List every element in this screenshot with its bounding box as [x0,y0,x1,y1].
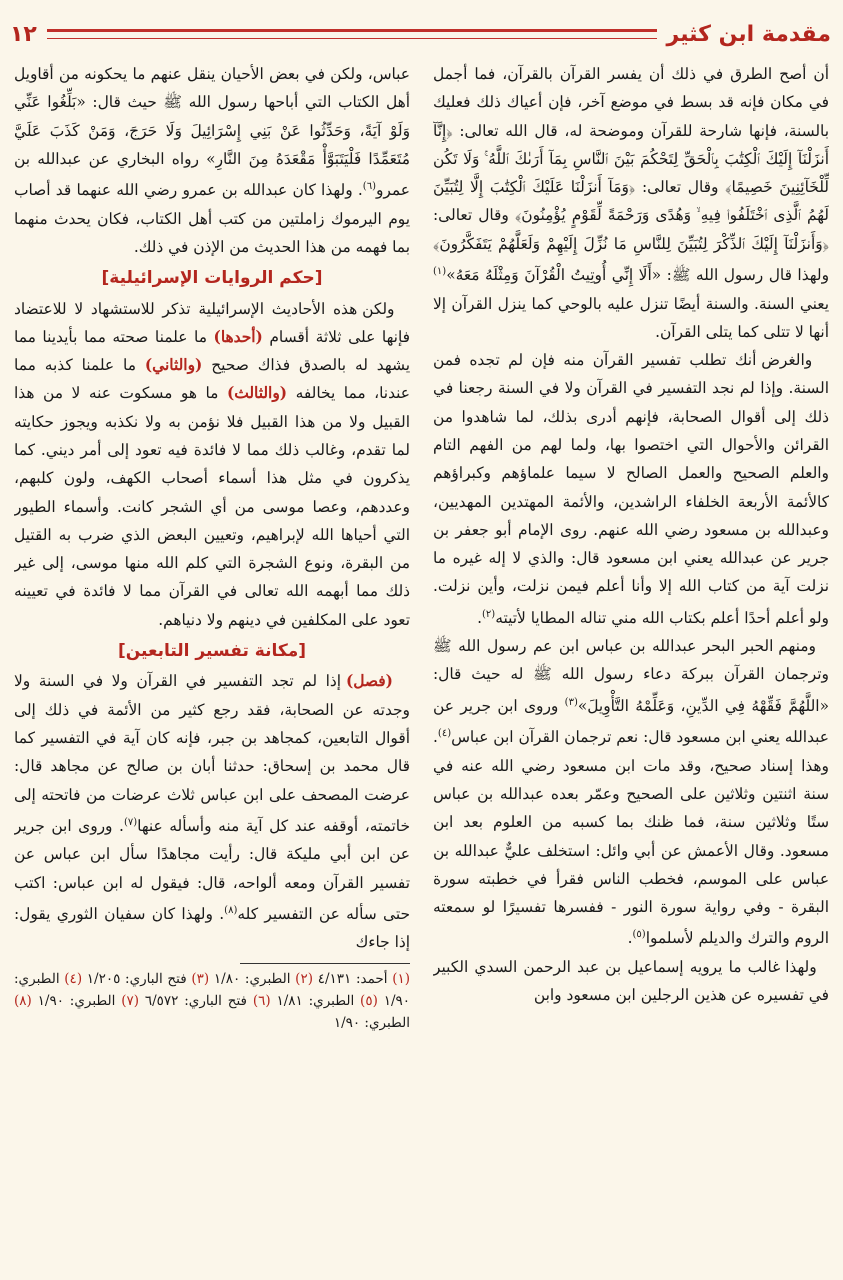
paragraph-text: ومنهم الحبر البحر عبدالله بن عباس ابن عم رسول الله ﷺ وترجمان القرآن ببركة دعاء رسول الله ﷺ له حيث قال: «اللَّهُمَّ فَقِّهْهُ فِي الدِّينِ، وَعَلِّمْهُ التَّأْوِيلَ» [433,637,829,715]
paragraph [14,667,410,956]
footnote-ref: (٥) [632,929,646,941]
footnote-text: الطبري: ١/٨٠ [209,970,296,987]
footnote-number: (٧) [121,992,140,1009]
footnote-number: (٢) [295,970,313,987]
footnote-rule [240,963,410,964]
footnote-number: (٦) [252,992,271,1009]
paragraph [14,60,410,261]
paragraph [14,295,410,635]
running-title: مقدمة ابن كثير [666,21,831,47]
page-number: ١٢ [10,21,37,47]
header-rule [47,29,657,39]
footnote-number: (٨) [14,992,32,1009]
section-heading: [حكم الروايات الإسرائيلية] [101,268,323,289]
footnote-ref: (٤) [437,728,452,740]
paragraph-text: يعني السنة. والسنة أيضًا تنزل عليه بالوحي كما ينزل القرآن إلا أنها لا تتلى كما يتلى القرآن. [433,294,829,341]
footnote-number: (٤) [64,970,83,987]
footnote-ref: (٨) [224,904,238,916]
footnote-ref: (٢) [482,608,496,620]
footnote-number: (٥) [360,992,378,1009]
paragraph: والغرض أنك تطلب تفسير القرآن منه فإن لم تجده فمن السنة. وإذا لم نجد التفسير في القرآن ولا في السنة رجعنا في ذلك إلى أقوال الصحابة، فإنهم أدرى بذلك، لما شاهدوا من القرائن والأحوال التي اختصوا بها، ولما لهم من الفهم التام والعلم الصحيح والعمل الصالح لا سيما علماؤهم وكبراؤهم كالأئمة الأربعة الخلفاء الراشدين، والأئمة المهتدين المهديين، وعبدالله بن مسعود رضي الله عنهم. روى الإمام أبو جعفر بن جرير عن عبدالله يعني ابن مسعود قال: والذي لا إله غيره ما نزلت آية من كتاب الله إلا وأنا أعلم فيمن نزلت، وأين نزلت. ولو أعلم أحدًا أعلم بكتاب الله مني تناله المطايا لأتيته$^{(٢)}$. [433,351,829,627]
footnote-text: فتح الباري: ٦/٥٧٢ [139,992,253,1009]
paragraph-text: . ولهذا كان سفيان الثوري يقول: إذا جاءك [14,904,410,952]
paragraph: ومنهم الحبر البحر عبدالله بن عباس ابن عم رسول الله ﷺ وترجمان القرآن ببركة دعاء رسول الله ﷺ له حيث قال: «اللَّهُمَّ فَقِّهْهُ فِي الدِّينِ، وَعَلِّمْهُ التَّأْوِيلَ»$^{(٣)}$ وروى ابن جرير عن عبدالله يعني ابن مسعود قال: نعم ترجمان القرآن ابن عباس$^{(٤)}$. وهذا إسناد صحيح، وقد مات ابن مسعود رضي الله عنه في سنة اثنتين وثلاثين على الصحيح وعمّر بعده عبدالله بن عباس ستًا وثلاثين سنة، فما ظنك بما كسبه من العلوم بعد ابن مسعود. وقال الأعمش عن أبي وائل: استخلف عليٌّ عبدالله بن عباس على الموسم، فخطب الناس فقرأ في خطبته سورة البقرة - وفي رواية سورة النور - ففسرها تفسيرًا لو سمعته الروم والترك والديلم لأسلموا$^{(٥)}$. [433,637,829,948]
right-column [433,60,829,1258]
footnote-text: فتح الباري: ١/٢٠٥ [82,970,192,987]
paragraph-text: عباس، ولكن في بعض الأحيان ينقل عنهم ما يحكونه من أقاويل أهل الكتاب التي أباحها رسول الله ﷺ حيث قال: «بَلِّغُوا عَنِّي وَلَوْ آيَةً، وَحَدِّثُوا عَنْ بَنِي إِسْرَائِيلَ وَلَا حَرَجَ، وَمَنْ كَذَبَ عَلَيَّ مُتَعَمِّدًا فَلْيَتَبَوَّأْ مَقْعَدَهُ مِنَ النَّارِ» رواه البخاري عن عبدالله بن عمرو [14,65,410,200]
paragraph-text: وروى ابن جرير عن عبدالله يعني ابن مسعود قال: نعم ترجمان القرآن ابن عباس [433,696,829,747]
paragraph-text: إذا لم تجد التفسير في القرآن ولا في السنة ولا وجدته عن الصحابة، فقد رجع كثير من الأئمة في ذلك إلى أقوال التابعين، كمجاهد بن جبر، فإنه كان آية في التفسير كما قال محمد بن إسحاق: حدثنا أبان بن صالح عن مجاهد قال: عرضت المصحف على ابن عباس ثلاث عرضات من فاتحته إلى خاتمته، أوقفه عند كل آية منه وأسأله عنها [14,672,410,835]
paragraph-text: . وهذا إسناد صحيح، وقد مات ابن مسعود رضي الله عنه في سنة اثنتين وثلاثين على الصحيح وعمّر بعده عبدالله بن عباس ستًا وثلاثين سنة، فما ظنك بما كسبه من العلوم بعد ابن مسعود. وقال الأعمش عن أبي وائل: استخلف عليٌّ عبدالله بن عباس على الموسم، فخطب الناس فقرأ في خطبته سورة البقرة - وفي رواية سورة النور - ففسرها تفسيرًا لو سمعته الروم والترك والديلم لأسلموا [433,728,829,948]
paragraph-text: ما علمنا صحته مما بأيدينا مما يشهد له بالصدق فذاك صحيح [14,327,410,375]
footnote-text: الطبري: ١/٩٠ [14,970,410,1009]
section-heading: [مكانة تفسير التابعين] [117,641,307,662]
keyword: (فصل) [345,672,393,691]
footnote-ref: (٣) [564,696,578,708]
footnote-ref: (٧) [123,816,138,828]
paragraph-text: ولهذا غالب ما يرويه إسماعيل بن عبد الرحمن السدي الكبير في تفسيره عن هذين الرجلين ابن مسعود وابن [433,957,829,1005]
page-header [10,14,831,54]
paragraph-text: ما هو مسكوت عنه لا من هذا القبيل ولا من هذا القبيل فلا نؤمن به ولا نكذبه ويجوز حكايته لما تقدم، وغالب ذلك مما لا فائدة فيه تعود إلى أمر ديني. كما يذكرون في مثل هذا أسماء أصحاب الكهف، ولون كلبهم، وعددهم، وعصا موسى من أي الشجر كانت. وأسماء الطيور التي أحياها الله لإبراهيم، وتعيين البعض الذي ضرب به القتيل من البقرة، ونوع الشجرة التي كلم الله منها موسى، إلى غير ذلك مما أبهمه الله تعالى في القرآن مما لا فائدة في تعيينه تعود على المكلفين في دينهم ولا دنياهم. [14,384,410,629]
left-column [14,60,410,1258]
paragraph-text: والغرض أنك تطلب تفسير القرآن منه فإن لم تجده فمن السنة. وإذا لم نجد التفسير في القرآن ولا في السنة رجعنا في ذلك إلى أقوال الصحابة، فإنهم أدرى بذلك، لما شاهدوا من القرائن والأحوال التي اختصوا بها، ولما لهم من الفهم التام والعلم الصحيح والعمل الصالح لا سيما علماؤهم وكبراؤهم كالأئمة الأربعة الخلفاء الراشدين، والأئمة المهتدين المهديين، وعبدالله بن مسعود رضي الله عنهم. روى الإمام أبو جعفر بن جرير عن عبدالله يعني ابن مسعود قال: والذي لا إله غيره ما نزلت آية من كتاب الله إلا وأنا أعلم فيمن نزلت، وأين نزلت. ولو أعلم أحدًا أعلم بكتاب الله مني تناله المطايا لأتيته [433,351,829,627]
paragraph [433,953,829,1010]
keyword: (والثالث) [226,384,288,403]
footnote-text: أحمد: ٤/١٣١ [313,970,393,987]
paragraph [433,60,829,346]
footnote-text: الطبري: ١/٨١ [270,992,361,1009]
paragraph-text: . ولهذا كان عبدالله بن عمرو رضي الله عنهما قد أصاب يوم اليرموك زاملتين من كتب أهل الكتاب، فكان يحدث منهما بما فهمه من هذا الحديث من الإذن في ذلك. [14,181,410,256]
keyword: (والثاني) [144,356,203,375]
footnote-number: (١) [392,970,410,987]
footnote-ref: (١) [433,266,447,278]
footnote-text: الطبري: ١/٩٠ [333,1014,410,1031]
paragraph-text: . وروى ابن جرير عن ابن أبي مليكة قال: رأيت مجاهدًا سأل ابن عباس عن تفسير القرآن ومعه ألواحه، قال: فيقول له ابن عباس: اكتب حتى سأله عن التفسير كله [14,816,410,923]
footnote-text: الطبري: ١/٩٠ [31,992,122,1009]
footnote-ref: (٦) [362,181,376,193]
footnotes [14,968,410,1034]
paragraph-text: ولكن هذه الأحاديث الإسرائيلية تذكر للاستشهاد لا للاعتضاد فإنها على ثلاثة أقسام [14,299,410,346]
footnote-number: (٣) [191,970,210,987]
paragraph-text: ما علمنا كذبه مما عندنا، مما يخالفه [14,356,410,403]
paragraph-text: أن أصح الطرق في ذلك أن يفسر القرآن بالقرآن، فما أجمل في مكان فإنه قد بسط في موضع آخر، فإن أعياك ذلك فعليك بالسنة، فإنها شارحة للقرآن وموضحة له، قال الله تعالى: ﴿إِنَّآ أَنزَلْنَآ إِلَيْكَ ٱلْكِتَٰبَ بِٱلْحَقِّ لِتَحْكُمَ بَيْنَ ٱلنَّاسِ بِمَآ أَرَىٰكَ ٱللَّهُ ۚ وَلَا تَكُن لِّلْخَآئِنِينَ خَصِيمًا﴾ وقال تعالى: ﴿وَمَآ أَنزَلْنَا عَلَيْكَ ٱلْكِتَٰبَ إِلَّا لِتُبَيِّنَ لَهُمُ ٱلَّذِى ٱخْتَلَفُوا۟ فِيهِ ۙ وَهُدًى وَرَحْمَةً لِّقَوْمٍ يُؤْمِنُونَ﴾ وقال تعالى: ﴿وَأَنزَلْنَآ إِلَيْكَ ٱلذِّكْرَ لِتُبَيِّنَ لِلنَّاسِ مَا نُزِّلَ إِلَيْهِمْ وَلَعَلَّهُمْ يَتَفَكَّرُونَ﴾ ولهذا قال رسول الله ﷺ: «أَلَا إِنِّي أُوتِيتُ الْقُرْآنَ وَمِثْلَهُ مَعَهُ» [433,65,829,285]
keyword: (أحدها) [213,327,263,346]
